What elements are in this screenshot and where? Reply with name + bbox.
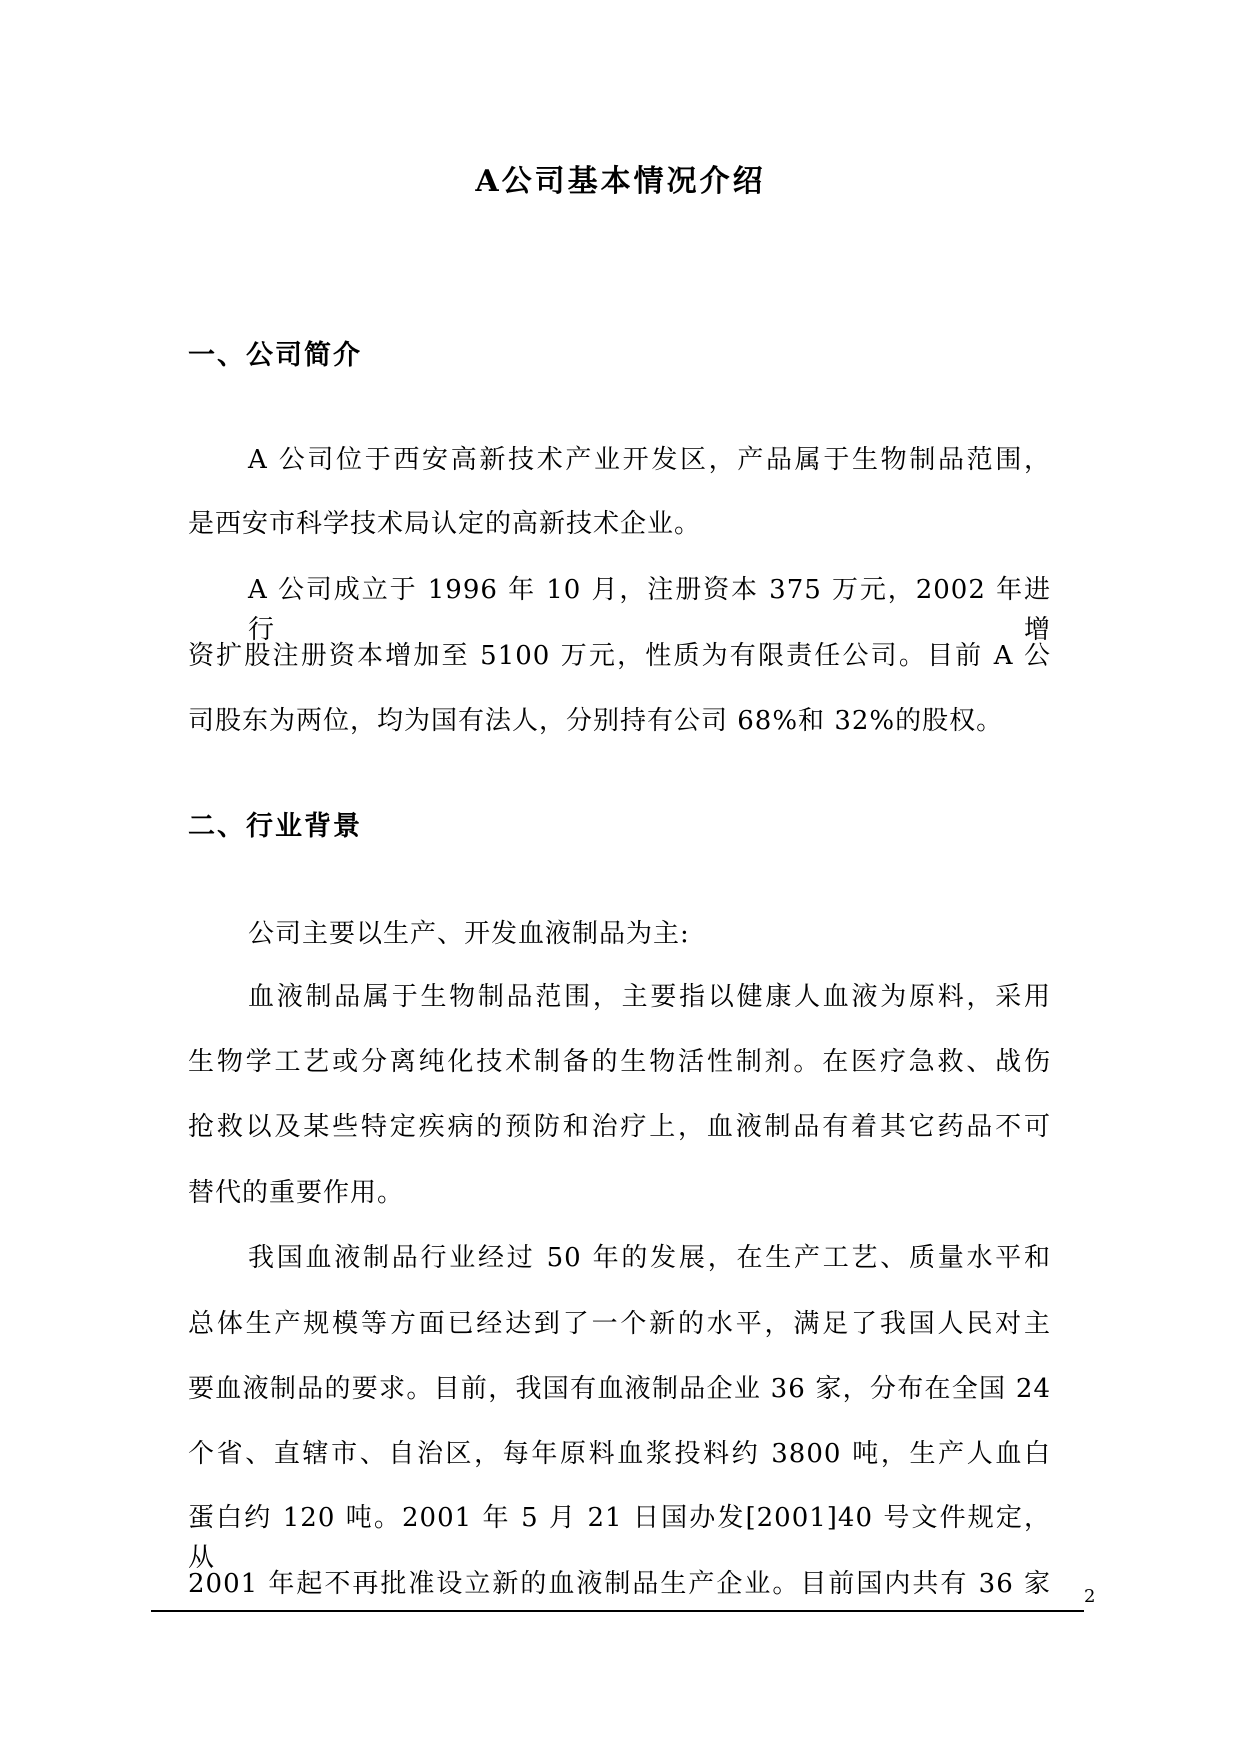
footer-rule bbox=[151, 1610, 1084, 1612]
section-heading-industry-background: 二、行业背景 bbox=[188, 811, 362, 842]
paragraph-line: 我国血液制品行业经过 50 年的发展，在生产工艺、质量水平和 bbox=[248, 1243, 1051, 1273]
paragraph-line: 个省、直辖市、自治区，每年原料血浆投料约 3800 吨，生产人血白 bbox=[188, 1439, 1051, 1469]
paragraph-line: 公司主要以生产、开发血液制品为主: bbox=[248, 919, 690, 949]
paragraph-line: 替代的重要作用。 bbox=[188, 1178, 405, 1208]
section-heading-company-intro: 一、公司简介 bbox=[188, 340, 362, 371]
paragraph-line: 总体生产规模等方面已经达到了一个新的水平，满足了我国人民对主 bbox=[188, 1309, 1051, 1339]
document-title: A公司基本情况介绍 bbox=[475, 164, 766, 199]
paragraph-line: 血液制品属于生物制品范围，主要指以健康人血液为原料，采用 bbox=[248, 982, 1051, 1012]
paragraph-line: 2001 年起不再批准设立新的血液制品生产企业。目前国内共有 36 家 bbox=[188, 1569, 1051, 1599]
paragraph-line: 蛋白约 120 吨。2001 年 5 月 21 日国办发[2001]40 号文件规定，从 bbox=[188, 1503, 1051, 1573]
page-number: 2 bbox=[1084, 1586, 1096, 1607]
paragraph-line: 资扩股注册资本增加至 5100 万元，性质为有限责任公司。目前 A 公 bbox=[188, 641, 1051, 671]
paragraph-line: A 公司位于西安高新技术产业开发区，产品属于生物制品范围， bbox=[248, 445, 1051, 475]
paragraph-line: A 公司成立于 1996 年 10 月，注册资本 375 万元，2002 年进行增 bbox=[248, 575, 1051, 645]
paragraph-line: 司股东为两位，均为国有法人，分别持有公司 68%和 32%的股权。 bbox=[188, 706, 1004, 736]
paragraph-line: 抢救以及某些特定疾病的预防和治疗上，血液制品有着其它药品不可 bbox=[188, 1112, 1051, 1142]
paragraph-line: 是西安市科学技术局认定的高新技术企业。 bbox=[188, 509, 702, 539]
paragraph-line: 要血液制品的要求。目前，我国有血液制品企业 36 家，分布在全国 24 bbox=[188, 1374, 1051, 1404]
paragraph-line: 生物学工艺或分离纯化技术制备的生物活性制剂。在医疗急救、战伤 bbox=[188, 1047, 1051, 1077]
